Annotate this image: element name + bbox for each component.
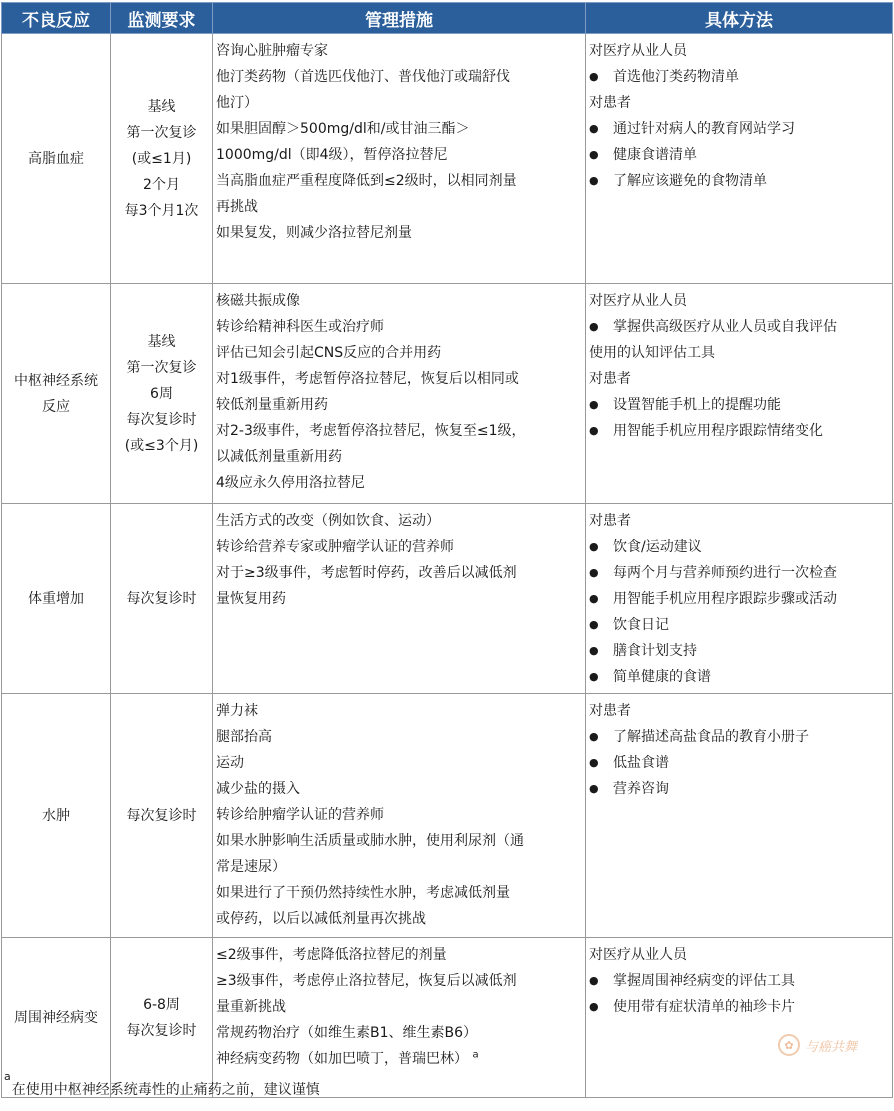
measure-line: [216, 586, 583, 612]
method-label: [589, 942, 890, 968]
monitoring-text: 基线: [147, 333, 176, 350]
list-item: [589, 750, 890, 776]
measure-line: [216, 968, 583, 994]
bullet-icon: ●: [589, 148, 599, 161]
adverse-reaction-table: [1, 2, 893, 1098]
list-item: [589, 314, 890, 340]
method-text: 设置智能手机上的提醒功能: [613, 397, 781, 413]
table-row: [2, 694, 893, 938]
cell-monitoring: [111, 284, 213, 504]
measure-text: 如果胆固醇＞500mg/dl和/或甘油三酯＞: [216, 121, 470, 137]
cell-reaction: [2, 504, 111, 694]
method-text: 对医疗从业人员: [589, 43, 687, 59]
header-measures: 管理措施: [213, 3, 586, 34]
bullet-icon: ●: [589, 122, 599, 135]
cell-reaction: [2, 34, 111, 284]
method-text: 首选他汀类药物清单: [613, 69, 739, 85]
measure-line: [216, 828, 583, 854]
footnote: [4, 1070, 320, 1102]
method-label: [589, 698, 890, 724]
method-text: 通过针对病人的教育网站学习: [613, 121, 795, 137]
method-text: 用智能手机应用程序跟踪情绪变化: [613, 423, 823, 439]
footnote-ref: a: [472, 1049, 479, 1061]
list-item: [589, 664, 890, 690]
list-item: [589, 638, 890, 664]
list-item: [589, 418, 890, 444]
seal-icon: ✿: [778, 1034, 800, 1056]
cell-measures: [213, 34, 586, 284]
measure-line: [216, 470, 583, 496]
method-text: 使用带有症状清单的袖珍卡片: [613, 999, 795, 1015]
method-label: [589, 90, 890, 116]
footnote-mark: a: [4, 1070, 11, 1084]
monitoring-text: 第一次复诊: [126, 124, 197, 141]
cell-measures: [213, 284, 586, 504]
monitoring-text: (或≤3个月): [124, 437, 199, 454]
measure-line: [216, 194, 583, 220]
header-reaction: 不良反应: [2, 3, 111, 34]
cell-methods: [586, 504, 893, 694]
bullet-icon: ●: [589, 670, 599, 683]
measure-text: 咨询心脏肿瘤专家: [216, 43, 328, 59]
bullet-icon: ●: [589, 320, 599, 333]
cell-methods: [586, 284, 893, 504]
cell-monitoring: [111, 504, 213, 694]
list-item: [589, 392, 890, 418]
method-text: 营养咨询: [613, 781, 669, 797]
measure-line: [216, 802, 583, 828]
reaction-text: 反应: [42, 398, 70, 415]
method-text: 了解应该避免的食物清单: [613, 173, 767, 189]
measure-text: 以减低剂量重新用药: [216, 449, 342, 465]
bullet-icon: ●: [589, 782, 599, 795]
method-text: 对医疗从业人员: [589, 293, 687, 309]
header-monitoring: 监测要求: [111, 3, 213, 34]
bullet-icon: ●: [589, 756, 599, 769]
bullet-icon: ●: [589, 424, 599, 437]
measure-line: [216, 560, 583, 586]
measure-text: 常规药物治疗（如维生素B1、维生素B6）: [216, 1025, 478, 1041]
cell-measures: [213, 504, 586, 694]
list-item: [589, 968, 890, 994]
cell-reaction: [2, 284, 111, 504]
header-methods: 具体方法: [586, 3, 893, 34]
measure-text: 对2-3级事件，考虑暂停洛拉替尼，恢复至≤1级，: [216, 423, 526, 439]
bullet-icon: ●: [589, 592, 599, 605]
method-text: 简单健康的食谱: [613, 669, 711, 685]
cell-measures: [213, 694, 586, 938]
measure-line: [216, 698, 583, 724]
table-row: [2, 938, 893, 1098]
bullet-icon: ●: [589, 70, 599, 83]
measure-line: [216, 724, 583, 750]
measure-text: 减少盐的摄入: [216, 781, 300, 797]
table-row: [2, 504, 893, 694]
method-label: [589, 340, 890, 366]
bullet-icon: ●: [589, 618, 599, 631]
measure-text: 转诊给营养专家或肿瘤学认证的营养师: [216, 539, 454, 555]
method-text: 饮食日记: [613, 617, 669, 633]
measure-text: 核磁共振成像: [216, 293, 300, 309]
method-text: 对患者: [589, 513, 631, 529]
method-label: [589, 288, 890, 314]
method-text: 对患者: [589, 703, 631, 719]
cell-methods: [586, 938, 893, 1098]
bullet-icon: ●: [589, 730, 599, 743]
monitoring-text: 6-8周: [143, 996, 180, 1013]
measure-line: [216, 854, 583, 880]
measure-line: [216, 314, 583, 340]
measure-text: 神经病变药物（如加巴喷丁，普瑞巴林）: [216, 1051, 468, 1067]
measure-line: [216, 994, 583, 1020]
reaction-text: 高脂血症: [28, 150, 84, 167]
measure-text: 生活方式的改变（例如饮食、运动）: [216, 513, 440, 529]
list-item: [589, 534, 890, 560]
monitoring-text: 2个月: [143, 176, 180, 193]
measure-line: [216, 508, 583, 534]
monitoring-text: 每次复诊时: [126, 807, 197, 824]
measure-line: [216, 340, 583, 366]
measure-line: [216, 38, 583, 64]
monitoring-text: 每次复诊时: [126, 411, 197, 428]
measure-line: [216, 942, 583, 968]
measure-text: 如果进行了干预仍然持续性水肿，考虑减低剂量: [216, 885, 510, 901]
measure-line: [216, 906, 583, 932]
cell-monitoring: [111, 694, 213, 938]
watermark-logo: [778, 1030, 888, 1060]
method-text: 掌握周围神经病变的评估工具: [613, 973, 795, 989]
method-text: 对患者: [589, 95, 631, 111]
measure-text: 运动: [216, 755, 244, 771]
cell-monitoring: [111, 938, 213, 1098]
method-text: 饮食/运动建议: [613, 539, 702, 555]
list-item: [589, 776, 890, 802]
list-item: [589, 142, 890, 168]
reaction-text: 中枢神经系统: [14, 372, 98, 389]
bullet-icon: ●: [589, 644, 599, 657]
measure-line: [216, 534, 583, 560]
measure-text: 转诊给精神科医生或治疗师: [216, 319, 384, 335]
method-text: 健康食谱清单: [613, 147, 697, 163]
measure-text: 腿部抬高: [216, 729, 272, 745]
measure-line: [216, 366, 583, 392]
measure-text: 再挑战: [216, 199, 258, 215]
list-item: [589, 724, 890, 750]
measure-text: 他汀类药物（首选匹伐他汀、普伐他汀或瑞舒伐: [216, 69, 510, 85]
measure-text: 对1级事件，考虑暂停洛拉替尼，恢复后以相同或: [216, 371, 519, 387]
measure-line: [216, 116, 583, 142]
method-label: [589, 366, 890, 392]
measure-line: [216, 880, 583, 906]
method-text: 用智能手机应用程序跟踪步骤或活动: [613, 591, 837, 607]
method-text: 膳食计划支持: [613, 643, 697, 659]
measure-text: 他汀）: [216, 95, 258, 111]
measure-line: [216, 444, 583, 470]
measure-text: 评估已知会引起CNS反应的合并用药: [216, 345, 442, 361]
measure-line: [216, 1020, 583, 1046]
measure-line: [216, 1046, 583, 1072]
list-item: [589, 612, 890, 638]
method-text: 对患者: [589, 371, 631, 387]
reaction-text: 水肿: [42, 807, 70, 824]
footnote-text: 在使用中枢神经系统毒性的止痛药之前，建议谨慎: [11, 1082, 320, 1098]
monitoring-text: 每次复诊时: [126, 1022, 197, 1039]
cell-methods: [586, 34, 893, 284]
method-label: [589, 38, 890, 64]
cell-reaction: [2, 694, 111, 938]
measure-line: [216, 418, 583, 444]
table-header-row: [2, 3, 893, 34]
measure-text: 如果水肿影响生活质量或肺水肿，使用利尿剂（通: [216, 833, 524, 849]
measure-text: 或停药，以后以减低剂量再次挑战: [216, 911, 426, 927]
bullet-icon: ●: [589, 398, 599, 411]
measure-text: ≥3级事件，考虑停止洛拉替尼，恢复后以减低剂: [216, 973, 517, 989]
list-item: [589, 64, 890, 90]
measure-text: 量重新挑战: [216, 999, 286, 1015]
measure-line: [216, 776, 583, 802]
monitoring-text: 6周: [150, 385, 173, 402]
cell-reaction: [2, 938, 111, 1098]
measure-text: 弹力袜: [216, 703, 258, 719]
measure-text: ≤2级事件，考虑降低洛拉替尼的剂量: [216, 947, 447, 963]
method-label: [589, 508, 890, 534]
reaction-text: 体重增加: [28, 590, 84, 607]
measure-line: [216, 64, 583, 90]
bullet-icon: ●: [589, 174, 599, 187]
cell-monitoring: [111, 34, 213, 284]
measure-text: 当高脂血症严重程度降低到≤2级时，以相同剂量: [216, 173, 517, 189]
measure-line: [216, 90, 583, 116]
method-text: 了解描述高盐食品的教育小册子: [613, 729, 809, 745]
method-text: 掌握供高级医疗从业人员或自我评估: [613, 319, 837, 335]
table-row: [2, 284, 893, 504]
monitoring-text: (或≤1月): [131, 150, 192, 167]
bullet-icon: ●: [589, 540, 599, 553]
monitoring-text: 每3个月1次: [124, 202, 199, 219]
bullet-icon: ●: [589, 974, 599, 987]
list-item: [589, 116, 890, 142]
measure-text: 对于≥3级事件，考虑暂时停药，改善后以减低剂: [216, 565, 517, 581]
measure-text: 1000mg/dl（即4级），暂停洛拉替尼: [216, 147, 448, 163]
monitoring-text: 第一次复诊: [126, 359, 197, 376]
measure-line: [216, 220, 583, 246]
list-item: [589, 994, 890, 1020]
measure-text: 较低剂量重新用药: [216, 397, 328, 413]
measure-text: 量恢复用药: [216, 591, 286, 607]
method-text: 对医疗从业人员: [589, 947, 687, 963]
watermark-text: 与癌共舞: [805, 1039, 858, 1055]
measure-line: [216, 750, 583, 776]
table-row: [2, 34, 893, 284]
measure-text: 如果复发，则减少洛拉替尼剂量: [216, 225, 412, 241]
list-item: [589, 168, 890, 194]
measure-text: 常是速尿）: [216, 859, 286, 875]
list-item: [589, 586, 890, 612]
list-item: [589, 560, 890, 586]
cell-measures: [213, 938, 586, 1098]
table-body: [2, 34, 893, 1098]
method-text: 每两个月与营养师预约进行一次检查: [613, 565, 837, 581]
method-text: 低盐食谱: [613, 755, 669, 771]
cell-methods: [586, 694, 893, 938]
measure-line: [216, 392, 583, 418]
bullet-icon: ●: [589, 566, 599, 579]
reaction-text: 周围神经病变: [14, 1009, 98, 1026]
method-text: 使用的认知评估工具: [589, 345, 715, 361]
measure-text: 转诊给肿瘤学认证的营养师: [216, 807, 384, 823]
measure-line: [216, 142, 583, 168]
measure-text: 4级应永久停用洛拉替尼: [216, 475, 365, 491]
measure-line: [216, 168, 583, 194]
bullet-icon: ●: [589, 1000, 599, 1013]
monitoring-text: 基线: [147, 98, 176, 115]
measure-line: [216, 288, 583, 314]
monitoring-text: 每次复诊时: [126, 590, 197, 607]
